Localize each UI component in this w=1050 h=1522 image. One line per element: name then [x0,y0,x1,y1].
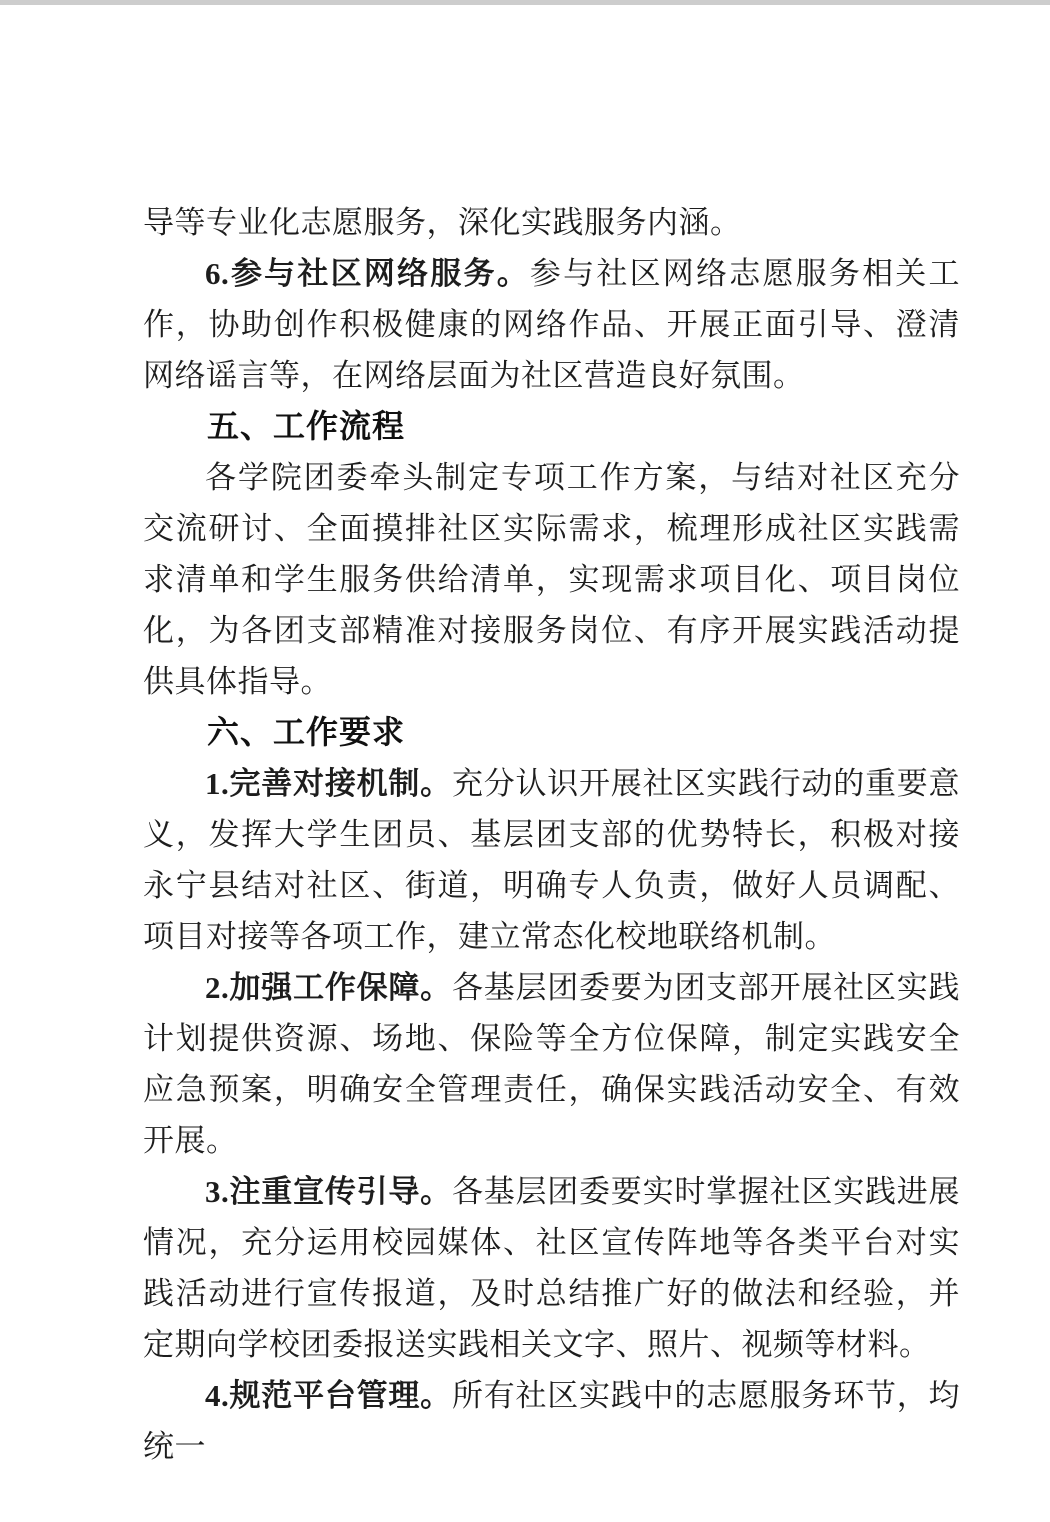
paragraph-text: 各基层团委要为团支部开展社区实践计划提供资源、场地、保险等全方位保障，制定实践安全应急预案，明确安全管理责任，确保实践活动安全、有效开展。 [143,970,961,1158]
paragraph-item-1 [143,758,960,962]
paragraph-text: 充分认识开展社区实践行动的重要意义，发挥大学生团员、基层团支部的优势特长，积极对接永宁县结对社区、街道，明确专人负责，做好人员调配、项目对接等各项工作，建立常态化校地联络机制。 [143,766,961,954]
section-heading-6: 六、工作要求 [207,714,406,750]
window-top-edge-bar [0,0,1050,5]
paragraph-text: 各基层团委要实时掌握社区实践进展情况，充分运用校园媒体、社区宣传阵地等各类平台对实践活动进行宣传报道，及时总结推广好的做法和经验，并定期向学校团委报送实践相关文字、照片、视频等材料。 [143,1174,961,1362]
paragraph-lead: 2.加强工作保障。 [205,970,452,1005]
paragraph-workflow [143,452,960,707]
paragraph-lead: 1.完善对接机制。 [205,766,452,801]
paragraph-item-3 [143,1166,960,1370]
paragraph-text: 导等专业化志愿服务，深化实践服务内涵。 [143,205,742,240]
paragraph-item-2 [143,962,960,1166]
section-heading-5: 五、工作流程 [207,408,406,444]
paragraph-text: 各学院团委牵头制定专项工作方案，与结对社区充分交流研讨、全面摸排社区实际需求，梳理形成社区实践需求清单和学生服务供给清单，实现需求项目化、项目岗位化，为各团支部精准对接服务岗位、有序开展实践活动提供具体指导。 [143,460,960,699]
paragraph-continuation [143,197,960,248]
paragraph-text: 所有社区实践中的志愿服务环节，均统一 [143,1378,961,1464]
paragraph-item-4 [143,1370,960,1472]
document-page [143,197,960,1472]
paragraph-lead: 3.注重宣传引导。 [205,1174,452,1209]
paragraph-lead: 6.参与社区网络服务。 [205,256,530,291]
paragraph-item-6 [143,248,960,401]
paragraph-lead: 4.规范平台管理。 [205,1378,452,1413]
paragraph-text: 参与社区网络志愿服务相关工作，协助创作积极健康的网络作品、开展正面引导、澄清网络谣言等，在网络层面为社区营造良好氛围。 [143,256,961,393]
